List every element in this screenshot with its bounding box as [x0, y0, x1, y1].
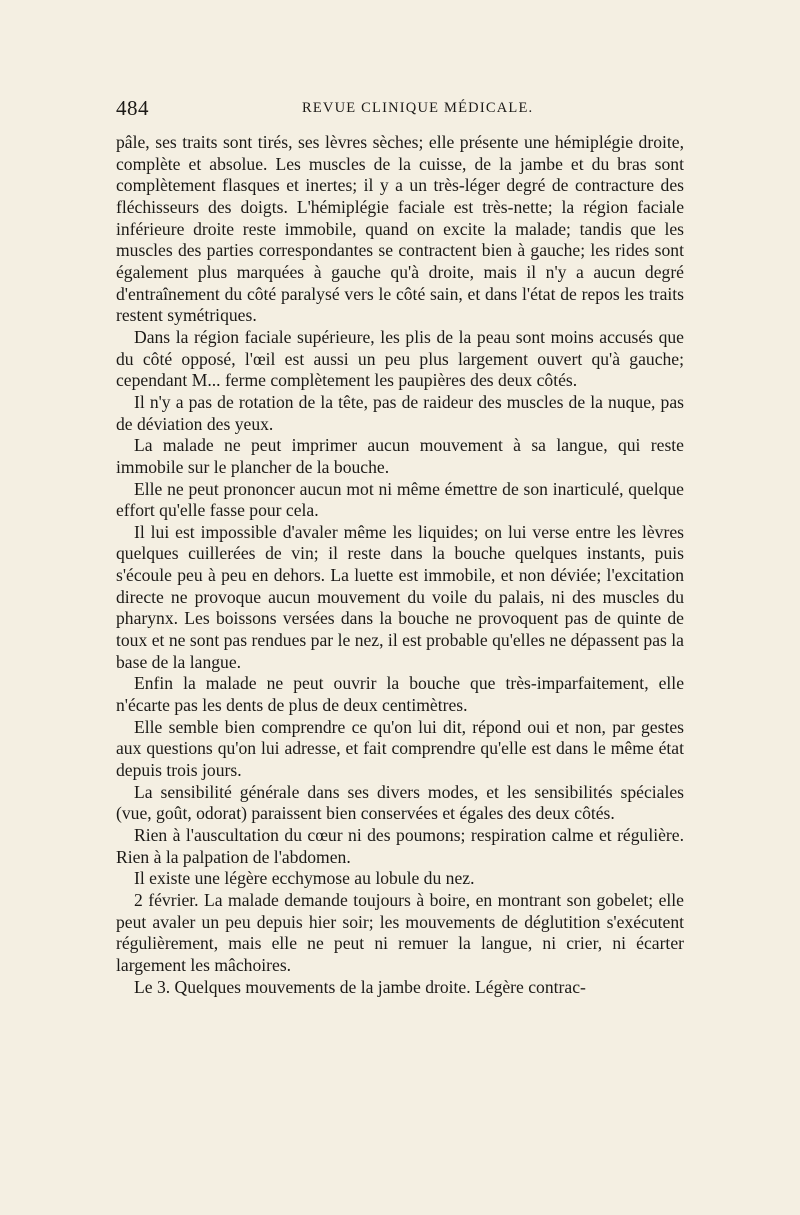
journal-title: REVUE CLINIQUE MÉDICALE.: [302, 100, 534, 116]
paragraph: La sensibilité générale dans ses divers modes, et les sensibilités spéciales (vue, goût, odorat) paraissent bien conservées et égales des deux côtés.: [116, 781, 684, 824]
paragraph: Il lui est impossible d'avaler même les liquides; on lui verse entre les lèvres quelques cuillerées de vin; il reste dans la bouche quelques instants, puis s'écoule peu à peu en dehors. La luette est immobile, et non déviée; l'excitation directe ne provoque aucun mouvement du voile du palais, ni des muscles du pharynx. Les boissons versées dans la bouche ne provoquent pas de quinte de toux et ne sont pas rendues par le nez, il est probable qu'elles ne dépassent pas la base de la langue.: [116, 521, 684, 672]
paragraph: pâle, ses traits sont tirés, ses lèvres sèches; elle présente une hémiplégie droite, complète et absolue. Les muscles de la cuisse, de la jambe et du bras sont complètement flasques et inertes; il y a un très-léger degré de contracture des fléchisseurs des doigts. L'hémiplégie faciale est très-nette; la région faciale inférieure droite reste immobile, quand on excite la malade; tandis que les muscles des parties correspondantes se contractent bien à gauche; les rides sont également plus marquées à gauche qu'à droite, mais il n'y a aucun degré d'entraînement du côté paralysé vers le côté sain, et dans l'état de repos les traits restent symétriques.: [116, 132, 684, 326]
paragraph: Rien à l'auscultation du cœur ni des poumons; respiration calme et régulière. Rien à la palpation de l'abdomen.: [116, 825, 684, 867]
page-number: 484: [116, 96, 149, 120]
paragraph: La malade ne peut imprimer aucun mouvement à sa langue, qui reste immobile sur le plancher de la bouche.: [116, 435, 684, 477]
paragraph: Il n'y a pas de rotation de la tête, pas de raideur des muscles de la nuque, pas de déviation des yeux.: [116, 391, 684, 434]
paragraph: Enfin la malade ne peut ouvrir la bouche que très-imparfaitement, elle n'écarte pas les dents de plus de deux centimètres.: [116, 673, 684, 716]
paragraph: Elle semble bien comprendre ce qu'on lui dit, répond oui et non, par gestes aux questions qu'on lui adresse, et fait comprendre qu'elle est dans le même état depuis trois jours.: [116, 716, 684, 781]
paragraph: Dans la région faciale supérieure, les plis de la peau sont moins accusés que du côté opposé, l'œil est aussi un peu plus largement ouvert qu'à gauche; cependant M... ferme complètement les paupières des deux côtés.: [116, 326, 684, 391]
paragraph: 2 février. La malade demande toujours à boire, en montrant son gobelet; elle peut avaler un peu depuis hier soir; les mouvements de déglutition s'exécutent régulièrement, mais elle ne peut ni remuer la langue, ni crier, ni écarter largement les mâchoires.: [116, 889, 684, 975]
paragraph: Elle ne peut prononcer aucun mot ni même émettre de son inarticulé, quelque effort qu'elle fasse pour cela.: [116, 478, 684, 521]
paragraph: Il existe une légère ecchymose au lobule du nez.: [134, 868, 475, 889]
paragraph: Le 3. Quelques mouvements de la jambe droite. Légère contrac-: [134, 976, 586, 997]
running-head: [116, 96, 686, 120]
article-body: [116, 132, 684, 998]
